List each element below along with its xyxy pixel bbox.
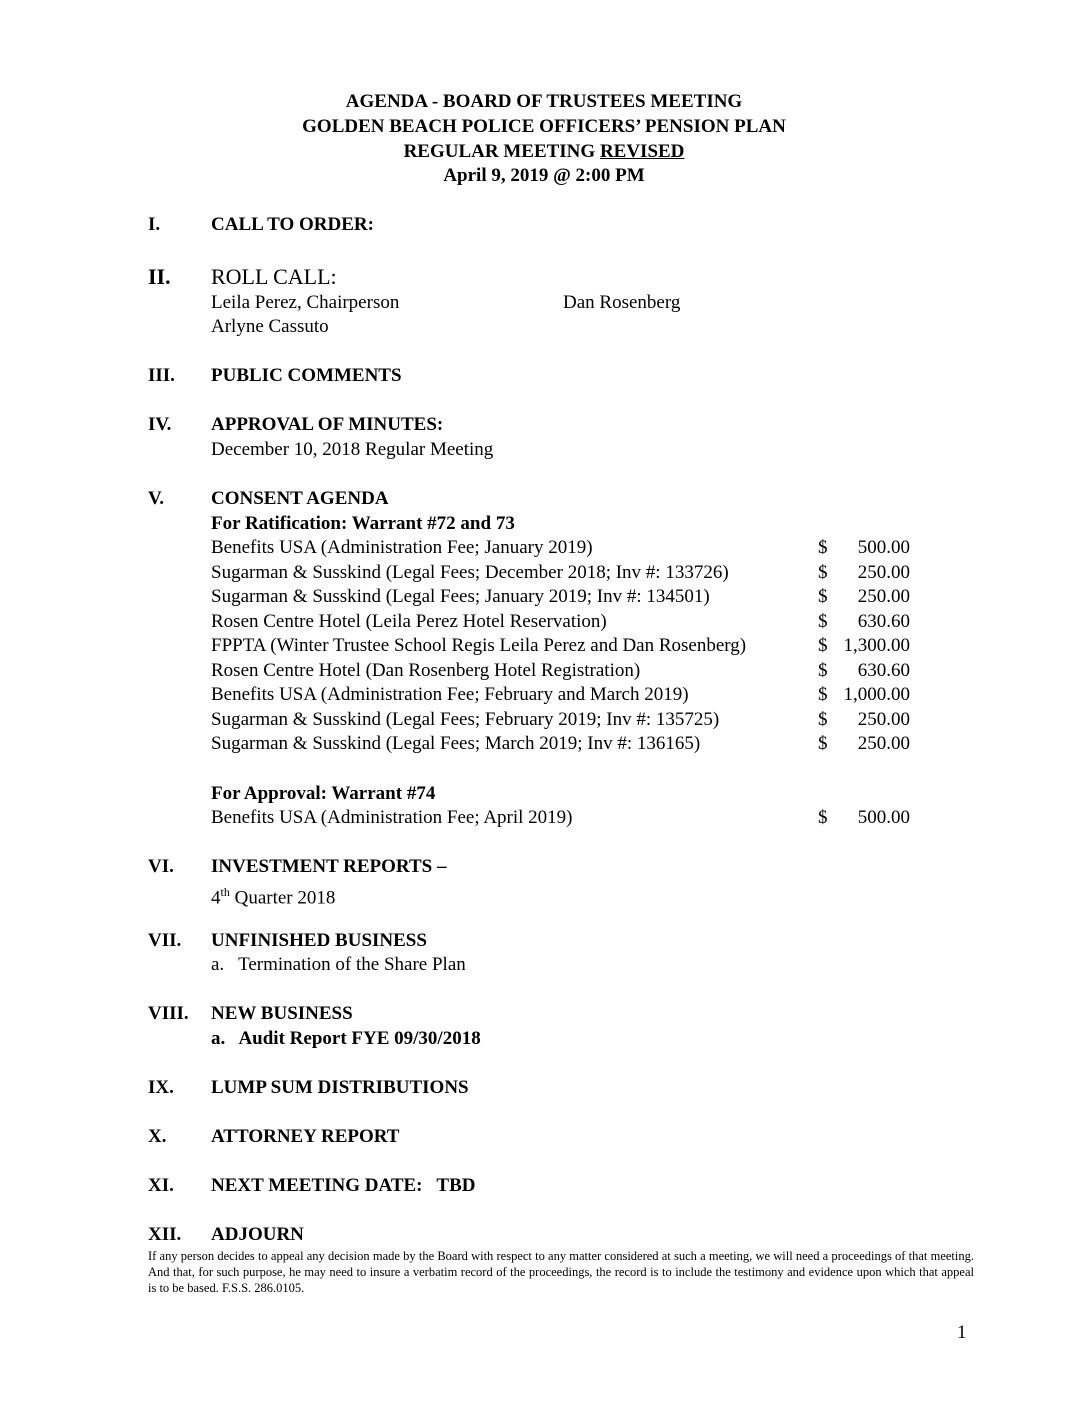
currency-symbol: $ bbox=[818, 807, 828, 828]
currency-symbol: $ bbox=[818, 537, 828, 558]
section-num: VIII. bbox=[148, 1003, 189, 1024]
currency-symbol: $ bbox=[818, 586, 828, 607]
section-num: VII. bbox=[148, 930, 182, 951]
payment-description: Benefits USA (Administration Fee; April 2019) bbox=[211, 807, 573, 828]
payment-description: Rosen Centre Hotel (Dan Rosenberg Hotel Registration) bbox=[211, 659, 641, 681]
quarter-rest: Quarter 2018 bbox=[229, 887, 336, 909]
payment-amount: 250.00 bbox=[857, 708, 910, 730]
section-title: CALL TO ORDER: bbox=[211, 214, 374, 235]
section-title: LUMP SUM DISTRIBUTIONS bbox=[211, 1077, 469, 1098]
currency-symbol: $ bbox=[818, 684, 828, 705]
section-title: CONSENT AGENDA bbox=[211, 488, 389, 509]
section-title: UNFINISHED BUSINESS bbox=[211, 930, 427, 951]
new-business-item: a. Audit Report FYE 09/30/2018 bbox=[211, 1028, 481, 1049]
revised-label: REVISED bbox=[599, 141, 685, 162]
payment-amount: 1,000.00 bbox=[843, 684, 910, 705]
payment-description: Benefits USA (Administration Fee; February and March 2019) bbox=[211, 684, 689, 705]
investment-item bbox=[211, 881, 335, 909]
payment-description: FPPTA (Winter Trustee School Regis Leila Perez and Dan Rosenberg) bbox=[211, 635, 747, 656]
payment-description: Rosen Centre Hotel (Leila Perez Hotel Reservation) bbox=[211, 610, 607, 632]
section-title: NEXT MEETING DATE: TBD bbox=[211, 1175, 476, 1196]
payment-amount: 250.00 bbox=[857, 733, 910, 754]
currency-symbol: $ bbox=[818, 708, 828, 730]
section-num: VI. bbox=[148, 856, 174, 877]
roll-member: Leila Perez, Chairperson bbox=[211, 292, 400, 313]
section-title: ADJOURN bbox=[211, 1224, 304, 1245]
payment-amount: 250.00 bbox=[857, 586, 910, 607]
section-num: IV. bbox=[148, 414, 172, 435]
section-num: XI. bbox=[148, 1175, 174, 1196]
quarter-suffix: th bbox=[220, 885, 230, 899]
agenda-title: AGENDA - BOARD OF TRUSTEES MEETING bbox=[345, 91, 743, 112]
section-title: INVESTMENT REPORTS – bbox=[211, 856, 447, 877]
payment-amount: 1,300.00 bbox=[843, 635, 910, 656]
payment-description: Sugarman & Susskind (Legal Fees; February 2019; Inv #: 135725) bbox=[211, 708, 720, 730]
section-title: ATTORNEY REPORT bbox=[211, 1126, 400, 1147]
meeting-date: April 9, 2019 @ 2:00 PM bbox=[443, 165, 645, 186]
payment-amount: 500.00 bbox=[857, 537, 910, 558]
plan-name: GOLDEN BEACH POLICE OFFICERS’ PENSION PLAN bbox=[302, 116, 786, 137]
payment-description: Sugarman & Susskind (Legal Fees; December 2018; Inv #: 133726) bbox=[211, 561, 729, 583]
payment-description: Sugarman & Susskind (Legal Fees; March 2019; Inv #: 136165) bbox=[211, 733, 701, 754]
approval-title: For Approval: Warrant #74 bbox=[211, 783, 436, 804]
ratification-title: For Ratification: Warrant #72 and 73 bbox=[211, 513, 515, 534]
section-num: X. bbox=[148, 1126, 167, 1147]
section-num: V. bbox=[148, 488, 165, 509]
section-num: I. bbox=[148, 214, 161, 235]
unfinished-item: a. Termination of the Share Plan bbox=[211, 954, 466, 975]
currency-symbol: $ bbox=[818, 635, 828, 656]
roll-member: Dan Rosenberg bbox=[563, 292, 681, 313]
section-num: IX. bbox=[148, 1077, 174, 1098]
section-title: NEW BUSINESS bbox=[211, 1003, 353, 1024]
section-title: PUBLIC COMMENTS bbox=[211, 365, 402, 386]
minutes-item: December 10, 2018 Regular Meeting bbox=[211, 439, 494, 460]
meeting-type bbox=[0, 141, 1088, 163]
payment-description: Benefits USA (Administration Fee; January 2019) bbox=[211, 537, 593, 558]
payment-description: Sugarman & Susskind (Legal Fees; January 2019; Inv #: 134501) bbox=[211, 586, 710, 607]
payment-amount: 250.00 bbox=[857, 561, 910, 583]
appeal-disclaimer: If any person decides to appeal any decision made by the Board with respect to any matter considered at such a meeting, we will need a proceedings of that meeting. And that, for such purpose, he may need to insure a verbatim record of the proceedings, the record is to include the testimony and evidence upon which that appeal is to be based. F.S.S. 286.0105. bbox=[148, 1249, 974, 1295]
payment-amount: 500.00 bbox=[857, 807, 910, 828]
meeting-type-label: REGULAR MEETING bbox=[403, 141, 600, 162]
payment-amount: 630.60 bbox=[857, 610, 910, 632]
section-title: ROLL CALL: bbox=[211, 264, 337, 289]
currency-symbol: $ bbox=[818, 733, 828, 754]
currency-symbol: $ bbox=[818, 561, 828, 583]
page-number: 1 bbox=[957, 1322, 967, 1343]
section-num: XII. bbox=[148, 1224, 182, 1245]
section-title: APPROVAL OF MINUTES: bbox=[211, 414, 444, 435]
roll-member: Arlyne Cassuto bbox=[211, 316, 329, 337]
currency-symbol: $ bbox=[818, 610, 828, 632]
section-num: II. bbox=[148, 264, 171, 289]
quarter-num: 4 bbox=[211, 887, 221, 909]
currency-symbol: $ bbox=[818, 659, 828, 681]
payment-amount: 630.60 bbox=[857, 659, 910, 681]
section-num: III. bbox=[148, 365, 175, 386]
